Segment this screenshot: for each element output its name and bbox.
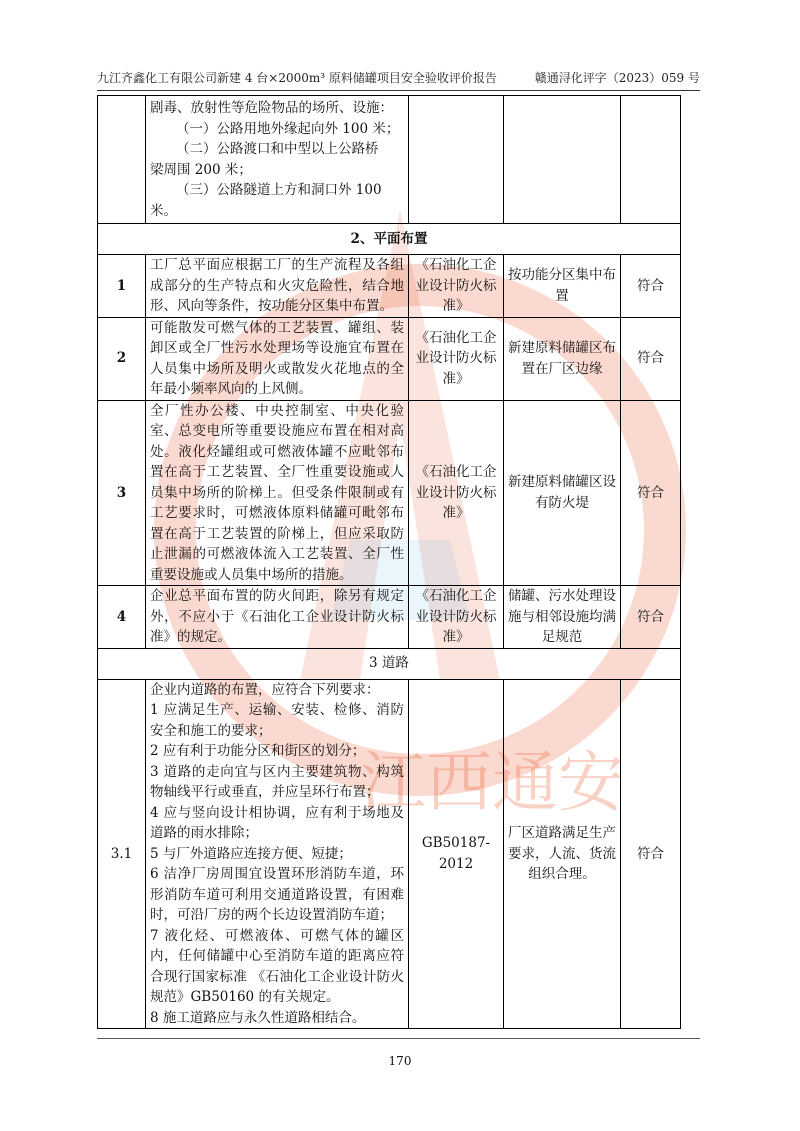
header-report-number: 赣通浔化评字（2023）059 号 (534, 71, 700, 85)
table-row-continued (98, 96, 681, 224)
requirement-cell: 剧毒、放射性等危险物品的场所、设施： （一）公路用地外缘起向外 100 米； （二）公路渡口和中型以上公路桥 梁周围 200 米； （三）公路隧道上方和洞口外 100 米。 (146, 96, 409, 224)
watermark-text: 江西通安 (360, 745, 624, 819)
row-number: 4 (98, 586, 146, 649)
checklist-table (97, 95, 681, 1029)
requirement-cell: 可能散发可燃气体的工艺装置、罐组、装卸区或全厂性污水处理场等设施宜布置在人员集中场所及明火或散发火花地点的全年最小频率风向的上风侧。 (146, 317, 409, 400)
row-number: 1 (98, 255, 146, 318)
row-number: 2 (98, 317, 146, 400)
section-row-layout (98, 224, 681, 255)
requirement-cell: 企业内道路的布置，应符合下列要求： 1 应满足生产、运输、安装、检修、消防安全和施工的要求； 2 应有利于功能分区和街区的划分； 3 道路的走向宜与区内主要建筑物、构筑物轴线平行或垂直，并应呈环行布置； 4 应与竖向设计相协调，应有利于场地及道路的雨水排除； 5 与厂外道路应连接方便、短捷； 6 洁净厂房周围宜设置环形消防车道，环形消防车道可利用交通道路设置，有困难时，可沿厂房的两个长边设置消防车道； 7 液化烃、可燃液体、可燃气体的罐区内，任何储罐中心至消防车道的距离应符 合现行国家标准 《石油化工企业设计防火规范》GB50160 的有关规定。 8 施工道路应与永久性道路相结合。 (146, 679, 409, 1029)
page-header (97, 66, 700, 88)
result-cell: 符合 (621, 679, 681, 1029)
header-report-title: 九江齐鑫化工有限公司新建 4 台×2000m³ 原料储罐项目安全验收评价报告 (97, 71, 497, 85)
condition-cell: 储罐、污水处理设施与相邻设施均满足规范 (504, 586, 621, 649)
header-divider (97, 90, 700, 91)
requirement-cell: 工厂总平面应根据工厂的生产流程及各组成部分的生产特点和火灾危险性，结合地形、风向等条件，按功能分区集中布置。 (146, 255, 409, 318)
table-row (98, 400, 681, 586)
section-title: 2、平面布置 (98, 224, 681, 255)
table-row (98, 586, 681, 649)
row-number: 3 (98, 400, 146, 586)
result-cell: 符合 (621, 586, 681, 649)
basis-cell: 《石油化工企业设计防火标准》 (409, 317, 504, 400)
basis-cell: 《石油化工企业设计防火标准》 (409, 586, 504, 649)
table-row (98, 255, 681, 318)
table-row (98, 317, 681, 400)
table-row (98, 679, 681, 1029)
section-row-roads (98, 648, 681, 679)
section-title: 3 道路 (98, 648, 681, 679)
result-cell: 符合 (621, 317, 681, 400)
condition-cell: 厂区道路满足生产要求，人流、货流组织合理。 (504, 679, 621, 1029)
requirement-cell: 全厂性办公楼、中央控制室、中央化验室、总变电所等重要设施应布置在相对高处。液化烃罐组或可燃液体罐不应毗邻布置在高于工艺装置、全厂性重要设施或人员集中场所的阶梯上。但受条件限制或有工艺要求时，可燃液体原料储罐可毗邻布置在高于工艺装置的阶梯上，但应采取防止泄漏的可燃液体流入工艺装置、全厂性重要设施或人员集中场所的措施。 (146, 400, 409, 586)
result-cell: 符合 (621, 400, 681, 586)
condition-cell: 新建原料储罐区布置在厂区边缘 (504, 317, 621, 400)
footer-divider (97, 1038, 700, 1039)
result-cell: 符合 (621, 255, 681, 318)
condition-cell: 新建原料储罐区设有防火堤 (504, 400, 621, 586)
requirement-cell: 企业总平面布置的防火间距，除另有规定外，不应小于《石油化工企业设计防火标准》的规定。 (146, 586, 409, 649)
basis-cell: GB50187-2012 (409, 679, 504, 1029)
basis-cell: 《石油化工企业设计防火标准》 (409, 400, 504, 586)
condition-cell: 按功能分区集中布置 (504, 255, 621, 318)
basis-cell: 《石油化工企业设计防火标准》 (409, 255, 504, 318)
row-number: 3.1 (98, 679, 146, 1029)
page-number: 170 (388, 1054, 412, 1068)
